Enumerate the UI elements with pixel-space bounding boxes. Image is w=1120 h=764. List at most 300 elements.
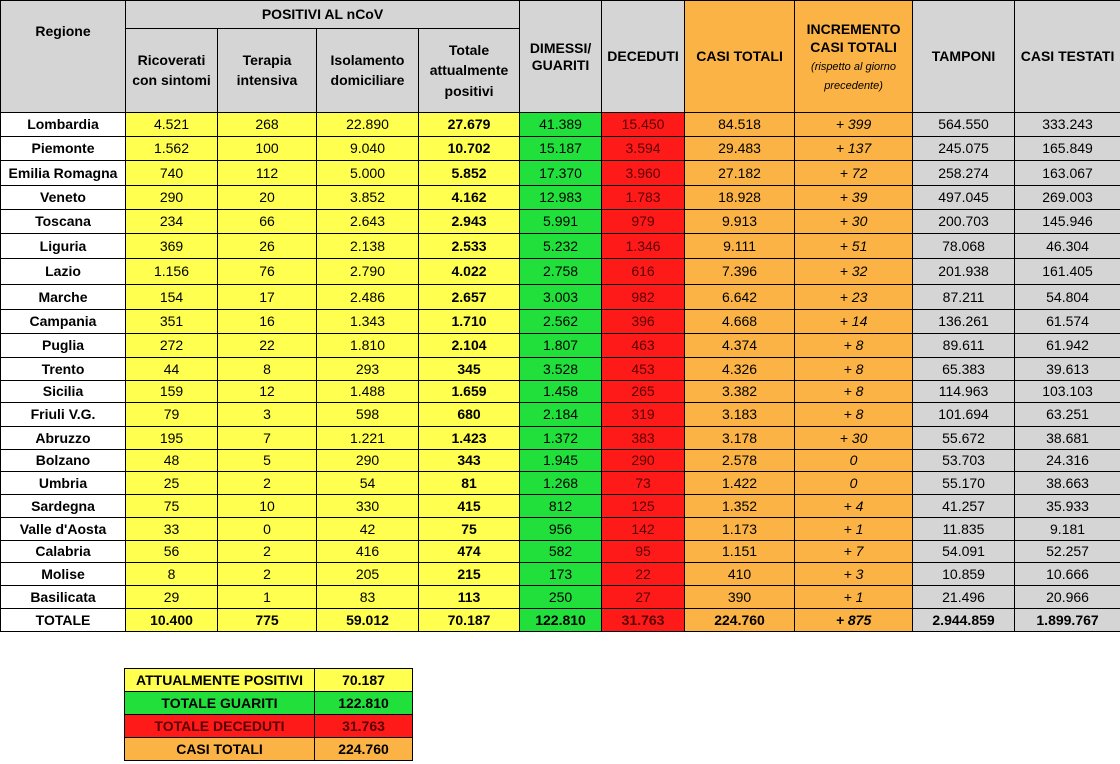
- header-incremento-line2: CASI TOTALI: [810, 39, 897, 56]
- cell-totale: 5.852: [419, 161, 520, 186]
- cell-incremento: + 4: [795, 495, 913, 518]
- summary-row: [125, 715, 413, 738]
- cell-dimessi: 17.370: [520, 161, 602, 186]
- cell-ricoverati: 1.562: [126, 137, 218, 161]
- cell-testati: 161.405: [1015, 259, 1120, 285]
- cell-regione: Abruzzo: [1, 427, 126, 450]
- cell-casi: 390: [685, 586, 795, 609]
- table-row: [1, 381, 1120, 403]
- cell-totale: 1.659: [419, 381, 520, 403]
- cell-totale: 10.702: [419, 137, 520, 161]
- header-dimessi: [520, 1, 602, 113]
- table-row: [1, 563, 1120, 586]
- header-casi-totali-label: CASI TOTALI: [696, 48, 783, 65]
- total-terapia: 775: [218, 609, 317, 632]
- table-row: [1, 541, 1120, 563]
- header-totale-line3: positivi: [444, 82, 494, 99]
- cell-dimessi: 15.187: [520, 137, 602, 161]
- cell-ricoverati: 290: [126, 186, 218, 210]
- cell-testati: 52.257: [1015, 541, 1120, 563]
- cell-terapia: 2: [218, 541, 317, 563]
- cell-testati: 145.946: [1015, 210, 1120, 234]
- cell-casi: 3.382: [685, 381, 795, 403]
- cell-deceduti: 3.960: [602, 161, 685, 186]
- cell-casi: 29.483: [685, 137, 795, 161]
- cell-ricoverati: 75: [126, 495, 218, 518]
- table-row: [1, 358, 1120, 381]
- cell-isolamento: 2.138: [317, 234, 419, 259]
- cell-incremento: + 23: [795, 285, 913, 310]
- cell-isolamento: 42: [317, 518, 419, 541]
- cell-tamponi: 89.611: [913, 334, 1015, 358]
- cell-testati: 163.067: [1015, 161, 1120, 186]
- table-row: [1, 427, 1120, 450]
- cell-totale: 680: [419, 403, 520, 427]
- cell-incremento: + 8: [795, 403, 913, 427]
- cell-ricoverati: 8: [126, 563, 218, 586]
- cell-casi: 3.178: [685, 427, 795, 450]
- cell-regione: Trento: [1, 358, 126, 381]
- header-incremento: [795, 1, 913, 113]
- cell-testati: 61.942: [1015, 334, 1120, 358]
- cell-testati: 269.003: [1015, 186, 1120, 210]
- cell-tamponi: 101.694: [913, 403, 1015, 427]
- cell-regione: Lazio: [1, 259, 126, 285]
- cell-regione: Sardegna: [1, 495, 126, 518]
- cell-tamponi: 65.383: [913, 358, 1015, 381]
- cell-deceduti: 396: [602, 310, 685, 334]
- cell-terapia: 112: [218, 161, 317, 186]
- cell-testati: 39.613: [1015, 358, 1120, 381]
- cell-ricoverati: 272: [126, 334, 218, 358]
- cell-ricoverati: 159: [126, 381, 218, 403]
- total-deceduti: 31.763: [602, 609, 685, 632]
- cell-isolamento: 3.852: [317, 186, 419, 210]
- cell-totale: 1.423: [419, 427, 520, 450]
- header-casi-testati: [1015, 1, 1120, 113]
- cell-tamponi: 136.261: [913, 310, 1015, 334]
- cell-testati: 103.103: [1015, 381, 1120, 403]
- cell-deceduti: 15.450: [602, 113, 685, 137]
- cell-ricoverati: 29: [126, 586, 218, 609]
- cell-deceduti: 27: [602, 586, 685, 609]
- cell-isolamento: 5.000: [317, 161, 419, 186]
- cell-regione: Toscana: [1, 210, 126, 234]
- cell-deceduti: 982: [602, 285, 685, 310]
- cell-dimessi: 5.232: [520, 234, 602, 259]
- cell-ricoverati: 79: [126, 403, 218, 427]
- cell-deceduti: 453: [602, 358, 685, 381]
- header-positivi: [126, 1, 520, 29]
- table-row: [1, 234, 1120, 259]
- header-regione-label: Regione: [35, 23, 91, 39]
- header-totale-positivi: [419, 29, 520, 113]
- cell-totale: 1.710: [419, 310, 520, 334]
- table-row: [1, 161, 1120, 186]
- cell-isolamento: 9.040: [317, 137, 419, 161]
- cell-regione: Valle d'Aosta: [1, 518, 126, 541]
- cell-dimessi: 2.758: [520, 259, 602, 285]
- cell-deceduti: 142: [602, 518, 685, 541]
- cell-casi: 3.183: [685, 403, 795, 427]
- cell-incremento: + 51: [795, 234, 913, 259]
- cell-casi: 4.374: [685, 334, 795, 358]
- table-row: [1, 334, 1120, 358]
- cell-testati: 38.681: [1015, 427, 1120, 450]
- header-tamponi: [913, 1, 1015, 113]
- header-regione: [1, 1, 126, 113]
- cell-tamponi: 200.703: [913, 210, 1015, 234]
- cell-regione: Bolzano: [1, 450, 126, 472]
- cell-ricoverati: 195: [126, 427, 218, 450]
- cell-incremento: + 39: [795, 186, 913, 210]
- cell-regione: Umbria: [1, 472, 126, 495]
- cell-terapia: 8: [218, 358, 317, 381]
- cell-casi: 1.173: [685, 518, 795, 541]
- cell-isolamento: 83: [317, 586, 419, 609]
- header-deceduti: [602, 1, 685, 113]
- cell-deceduti: 290: [602, 450, 685, 472]
- cell-deceduti: 3.594: [602, 137, 685, 161]
- cell-incremento: + 8: [795, 334, 913, 358]
- cell-regione: Marche: [1, 285, 126, 310]
- cell-isolamento: 2.486: [317, 285, 419, 310]
- cell-isolamento: 1.221: [317, 427, 419, 450]
- cell-tamponi: 55.672: [913, 427, 1015, 450]
- cell-isolamento: 1.343: [317, 310, 419, 334]
- cell-tamponi: 11.835: [913, 518, 1015, 541]
- cell-terapia: 22: [218, 334, 317, 358]
- cell-isolamento: 330: [317, 495, 419, 518]
- header-terapia-line1: Terapia: [242, 51, 292, 68]
- summary-value: 70.187: [315, 669, 413, 692]
- total-testati: 1.899.767: [1015, 609, 1120, 632]
- cell-testati: 61.574: [1015, 310, 1120, 334]
- cell-deceduti: 95: [602, 541, 685, 563]
- cell-terapia: 5: [218, 450, 317, 472]
- cell-ricoverati: 369: [126, 234, 218, 259]
- cell-tamponi: 87.211: [913, 285, 1015, 310]
- cell-casi: 1.151: [685, 541, 795, 563]
- total-dimessi: 122.810: [520, 609, 602, 632]
- cell-isolamento: 2.790: [317, 259, 419, 285]
- cell-casi: 84.518: [685, 113, 795, 137]
- header-ricoverati-line2: con sintomi: [132, 71, 211, 88]
- cell-testati: 10.666: [1015, 563, 1120, 586]
- cell-ricoverati: 25: [126, 472, 218, 495]
- cell-incremento: + 7: [795, 541, 913, 563]
- cell-testati: 35.933: [1015, 495, 1120, 518]
- cell-isolamento: 1.488: [317, 381, 419, 403]
- header-casi-testati-label: CASI TESTATI: [1020, 48, 1115, 65]
- cell-totale: 27.679: [419, 113, 520, 137]
- cell-totale: 75: [419, 518, 520, 541]
- cell-ricoverati: 4.521: [126, 113, 218, 137]
- header-dimessi-line2: GUARITI: [531, 56, 590, 73]
- cell-deceduti: 1.346: [602, 234, 685, 259]
- cell-terapia: 26: [218, 234, 317, 259]
- header-ricoverati: [126, 29, 218, 113]
- cell-incremento: + 1: [795, 586, 913, 609]
- cell-casi: 9.111: [685, 234, 795, 259]
- cell-dimessi: 41.389: [520, 113, 602, 137]
- cell-tamponi: 54.091: [913, 541, 1015, 563]
- cell-incremento: 0: [795, 472, 913, 495]
- table-row: [1, 495, 1120, 518]
- total-ricoverati: 10.400: [126, 609, 218, 632]
- cell-totale: 415: [419, 495, 520, 518]
- header-totale-line2: attualmente: [429, 62, 509, 79]
- cell-ricoverati: 351: [126, 310, 218, 334]
- summary-row: [125, 669, 413, 692]
- header-incremento-line4: precedente): [824, 79, 883, 92]
- header-isolamento: [317, 29, 419, 113]
- cell-totale: 2.533: [419, 234, 520, 259]
- cell-ricoverati: 56: [126, 541, 218, 563]
- cell-terapia: 268: [218, 113, 317, 137]
- header-isolamento-line1: Isolamento: [330, 51, 405, 68]
- summary-table: [124, 668, 413, 761]
- cell-terapia: 2: [218, 563, 317, 586]
- header-isolamento-line2: domiciliare: [330, 71, 405, 88]
- cell-regione: Veneto: [1, 186, 126, 210]
- cell-terapia: 0: [218, 518, 317, 541]
- table-row: [1, 586, 1120, 609]
- summary-value: 122.810: [315, 692, 413, 715]
- cell-tamponi: 78.068: [913, 234, 1015, 259]
- cell-regione: Basilicata: [1, 586, 126, 609]
- cell-casi: 7.396: [685, 259, 795, 285]
- summary-label: TOTALE DECEDUTI: [125, 715, 315, 738]
- cell-casi: 27.182: [685, 161, 795, 186]
- cell-tamponi: 55.170: [913, 472, 1015, 495]
- cell-ricoverati: 234: [126, 210, 218, 234]
- header-positivi-label: POSITIVI AL nCoV: [261, 6, 384, 23]
- cell-regione: Lombardia: [1, 113, 126, 137]
- cell-tamponi: 21.496: [913, 586, 1015, 609]
- header-incremento-line3: (rispetto al giorno: [811, 61, 897, 74]
- cell-tamponi: 245.075: [913, 137, 1015, 161]
- header-tamponi-label: TAMPONI: [931, 48, 996, 65]
- cell-totale: 343: [419, 450, 520, 472]
- cell-deceduti: 125: [602, 495, 685, 518]
- cell-casi: 4.668: [685, 310, 795, 334]
- cell-deceduti: 73: [602, 472, 685, 495]
- summary-label: CASI TOTALI: [125, 738, 315, 761]
- cell-dimessi: 5.991: [520, 210, 602, 234]
- header-casi-totali: [685, 1, 795, 113]
- cell-terapia: 100: [218, 137, 317, 161]
- cell-incremento: + 137: [795, 137, 913, 161]
- cell-totale: 215: [419, 563, 520, 586]
- cell-testati: 38.663: [1015, 472, 1120, 495]
- cell-incremento: + 72: [795, 161, 913, 186]
- cell-incremento: + 399: [795, 113, 913, 137]
- cell-dimessi: 2.562: [520, 310, 602, 334]
- table-row: [1, 310, 1120, 334]
- cell-ricoverati: 44: [126, 358, 218, 381]
- cell-tamponi: 53.703: [913, 450, 1015, 472]
- cell-incremento: + 30: [795, 210, 913, 234]
- table-row: [1, 113, 1120, 137]
- cell-dimessi: 582: [520, 541, 602, 563]
- cell-tamponi: 258.274: [913, 161, 1015, 186]
- cell-regione: Campania: [1, 310, 126, 334]
- cell-regione: Calabria: [1, 541, 126, 563]
- table-row: [1, 259, 1120, 285]
- cell-deceduti: 979: [602, 210, 685, 234]
- summary-row: [125, 738, 413, 761]
- cell-isolamento: 598: [317, 403, 419, 427]
- cell-tamponi: 41.257: [913, 495, 1015, 518]
- cell-ricoverati: 154: [126, 285, 218, 310]
- cell-terapia: 2: [218, 472, 317, 495]
- cell-ricoverati: 48: [126, 450, 218, 472]
- cell-deceduti: 265: [602, 381, 685, 403]
- cell-regione: Friuli V.G.: [1, 403, 126, 427]
- cell-tamponi: 10.859: [913, 563, 1015, 586]
- summary-value: 31.763: [315, 715, 413, 738]
- table-row: [1, 450, 1120, 472]
- cell-dimessi: 250: [520, 586, 602, 609]
- cell-testati: 20.966: [1015, 586, 1120, 609]
- cell-regione: Emilia Romagna: [1, 161, 126, 186]
- cell-terapia: 7: [218, 427, 317, 450]
- cell-deceduti: 1.783: [602, 186, 685, 210]
- cell-dimessi: 812: [520, 495, 602, 518]
- cell-dimessi: 3.528: [520, 358, 602, 381]
- cell-casi: 4.326: [685, 358, 795, 381]
- cell-incremento: + 8: [795, 358, 913, 381]
- table-row: [1, 472, 1120, 495]
- cell-incremento: + 32: [795, 259, 913, 285]
- header-dimessi-line1: DIMESSI/: [529, 40, 592, 57]
- cell-dimessi: 1.807: [520, 334, 602, 358]
- cell-ricoverati: 1.156: [126, 259, 218, 285]
- header-deceduti-label: DECEDUTI: [607, 48, 679, 65]
- total-casi: 224.760: [685, 609, 795, 632]
- cell-terapia: 20: [218, 186, 317, 210]
- cell-totale: 2.943: [419, 210, 520, 234]
- cell-terapia: 10: [218, 495, 317, 518]
- cell-casi: 18.928: [685, 186, 795, 210]
- table-row: [1, 403, 1120, 427]
- summary-label: ATTUALMENTE POSITIVI: [125, 669, 315, 692]
- total-isolamento: 59.012: [317, 609, 419, 632]
- cell-regione: Puglia: [1, 334, 126, 358]
- header-ricoverati-line1: Ricoverati: [137, 51, 206, 68]
- cell-isolamento: 54: [317, 472, 419, 495]
- total-incremento: + 875: [795, 609, 913, 632]
- cell-terapia: 1: [218, 586, 317, 609]
- cell-deceduti: 616: [602, 259, 685, 285]
- table-body: [1, 113, 1120, 632]
- cell-regione: Piemonte: [1, 137, 126, 161]
- cell-terapia: 17: [218, 285, 317, 310]
- cell-totale: 81: [419, 472, 520, 495]
- cell-totale: 113: [419, 586, 520, 609]
- cell-tamponi: 497.045: [913, 186, 1015, 210]
- total-tamponi: 2.944.859: [913, 609, 1015, 632]
- cell-terapia: 3: [218, 403, 317, 427]
- cell-dimessi: 173: [520, 563, 602, 586]
- cell-testati: 333.243: [1015, 113, 1120, 137]
- cell-tamponi: 201.938: [913, 259, 1015, 285]
- cell-incremento: + 1: [795, 518, 913, 541]
- summary-body: [125, 669, 413, 761]
- summary-value: 224.760: [315, 738, 413, 761]
- header-incremento-line1: INCREMENTO: [806, 21, 901, 38]
- cell-terapia: 66: [218, 210, 317, 234]
- cell-isolamento: 205: [317, 563, 419, 586]
- cell-ricoverati: 740: [126, 161, 218, 186]
- cell-terapia: 12: [218, 381, 317, 403]
- cell-incremento: + 3: [795, 563, 913, 586]
- cell-casi: 2.578: [685, 450, 795, 472]
- table-row: [1, 186, 1120, 210]
- cell-dimessi: 1.945: [520, 450, 602, 472]
- cell-deceduti: 463: [602, 334, 685, 358]
- cell-testati: 54.804: [1015, 285, 1120, 310]
- cell-testati: 46.304: [1015, 234, 1120, 259]
- cell-totale: 345: [419, 358, 520, 381]
- cell-testati: 24.316: [1015, 450, 1120, 472]
- cell-regione: Molise: [1, 563, 126, 586]
- cell-dimessi: 12.983: [520, 186, 602, 210]
- cell-testati: 9.181: [1015, 518, 1120, 541]
- header-terapia: [218, 29, 317, 113]
- summary-label: TOTALE GUARITI: [125, 692, 315, 715]
- cell-regione: Sicilia: [1, 381, 126, 403]
- cell-isolamento: 2.643: [317, 210, 419, 234]
- cell-incremento: + 8: [795, 381, 913, 403]
- cell-incremento: + 14: [795, 310, 913, 334]
- cell-isolamento: 416: [317, 541, 419, 563]
- header-terapia-line2: intensiva: [236, 71, 298, 88]
- cell-ricoverati: 33: [126, 518, 218, 541]
- cell-dimessi: 2.184: [520, 403, 602, 427]
- table-row: [1, 518, 1120, 541]
- cell-totale: 2.104: [419, 334, 520, 358]
- cell-deceduti: 22: [602, 563, 685, 586]
- table-row: [1, 210, 1120, 234]
- cell-dimessi: 1.458: [520, 381, 602, 403]
- cell-isolamento: 290: [317, 450, 419, 472]
- cell-regione: Liguria: [1, 234, 126, 259]
- table-row: [1, 137, 1120, 161]
- summary-row: [125, 692, 413, 715]
- cell-casi: 9.913: [685, 210, 795, 234]
- cell-deceduti: 319: [602, 403, 685, 427]
- cell-tamponi: 564.550: [913, 113, 1015, 137]
- cell-deceduti: 383: [602, 427, 685, 450]
- total-totale: 70.187: [419, 609, 520, 632]
- header-totale-line1: Totale: [448, 42, 490, 59]
- table-row: [1, 285, 1120, 310]
- cell-incremento: 0: [795, 450, 913, 472]
- cell-totale: 4.022: [419, 259, 520, 285]
- cell-testati: 63.251: [1015, 403, 1120, 427]
- cell-incremento: + 30: [795, 427, 913, 450]
- cell-isolamento: 1.810: [317, 334, 419, 358]
- cell-dimessi: 3.003: [520, 285, 602, 310]
- cell-casi: 1.422: [685, 472, 795, 495]
- cell-dimessi: 956: [520, 518, 602, 541]
- cell-dimessi: 1.372: [520, 427, 602, 450]
- cell-casi: 6.642: [685, 285, 795, 310]
- cell-isolamento: 22.890: [317, 113, 419, 137]
- cell-totale: 4.162: [419, 186, 520, 210]
